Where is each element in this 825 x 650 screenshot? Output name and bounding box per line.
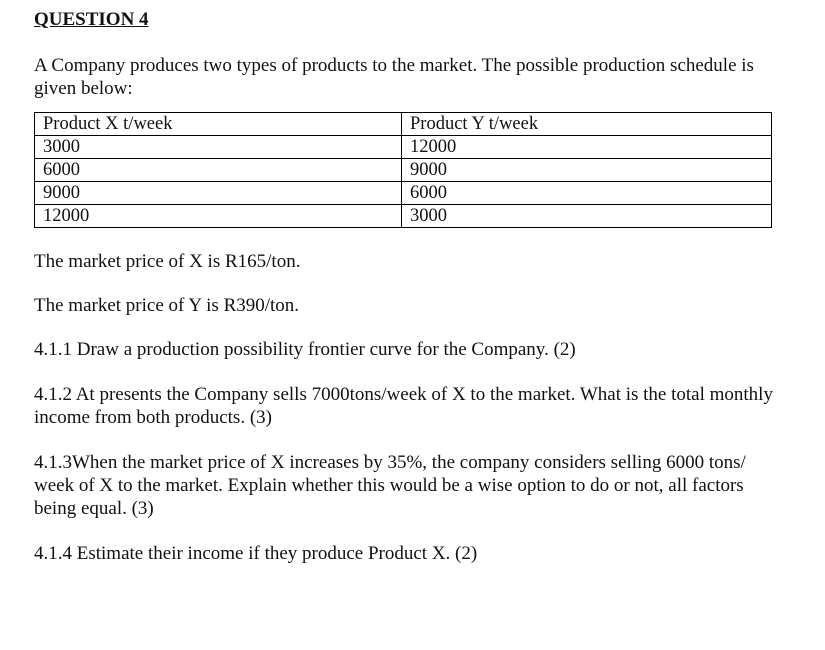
cell-product-y: 12000 xyxy=(402,136,772,159)
column-header-product-y: Product Y t/week xyxy=(402,113,772,136)
question-4-1-4: 4.1.4 Estimate their income if they produce Product X. (2) xyxy=(34,543,478,564)
intro-paragraph: A Company produces two types of products to the market. The possible production schedule is given below: xyxy=(34,55,754,99)
document-page xyxy=(34,8,794,587)
question-4-1-1: 4.1.1 Draw a production possibility frontier curve for the Company. (2) xyxy=(34,339,576,360)
table-header-row xyxy=(35,113,772,136)
table-row xyxy=(35,182,772,205)
table-row xyxy=(35,136,772,159)
table-row xyxy=(35,205,772,228)
cell-product-x: 6000 xyxy=(35,159,402,182)
question-4-1-2: 4.1.2 At presents the Company sells 7000tons/week of X to the market. What is the total monthly income from both products. (3) xyxy=(34,384,773,428)
price-x-text: The market price of X is R165/ton. xyxy=(34,251,301,272)
cell-product-y: 3000 xyxy=(402,205,772,228)
cell-product-y: 9000 xyxy=(402,159,772,182)
production-schedule-table xyxy=(34,112,772,228)
question-4-1-3: 4.1.3When the market price of X increases by 35%, the company considers selling 6000 tons/ week of X to the market. Explain whether this would be a wise option to do or not, all factors being equal. (3) xyxy=(34,452,746,519)
cell-product-x: 3000 xyxy=(35,136,402,159)
price-y-text: The market price of Y is R390/ton. xyxy=(34,295,300,316)
cell-product-x: 9000 xyxy=(35,182,402,205)
question-heading: QUESTION 4 xyxy=(34,9,149,30)
column-header-product-x: Product X t/week xyxy=(35,113,402,136)
cell-product-y: 6000 xyxy=(402,182,772,205)
cell-product-x: 12000 xyxy=(35,205,402,228)
table-row xyxy=(35,159,772,182)
